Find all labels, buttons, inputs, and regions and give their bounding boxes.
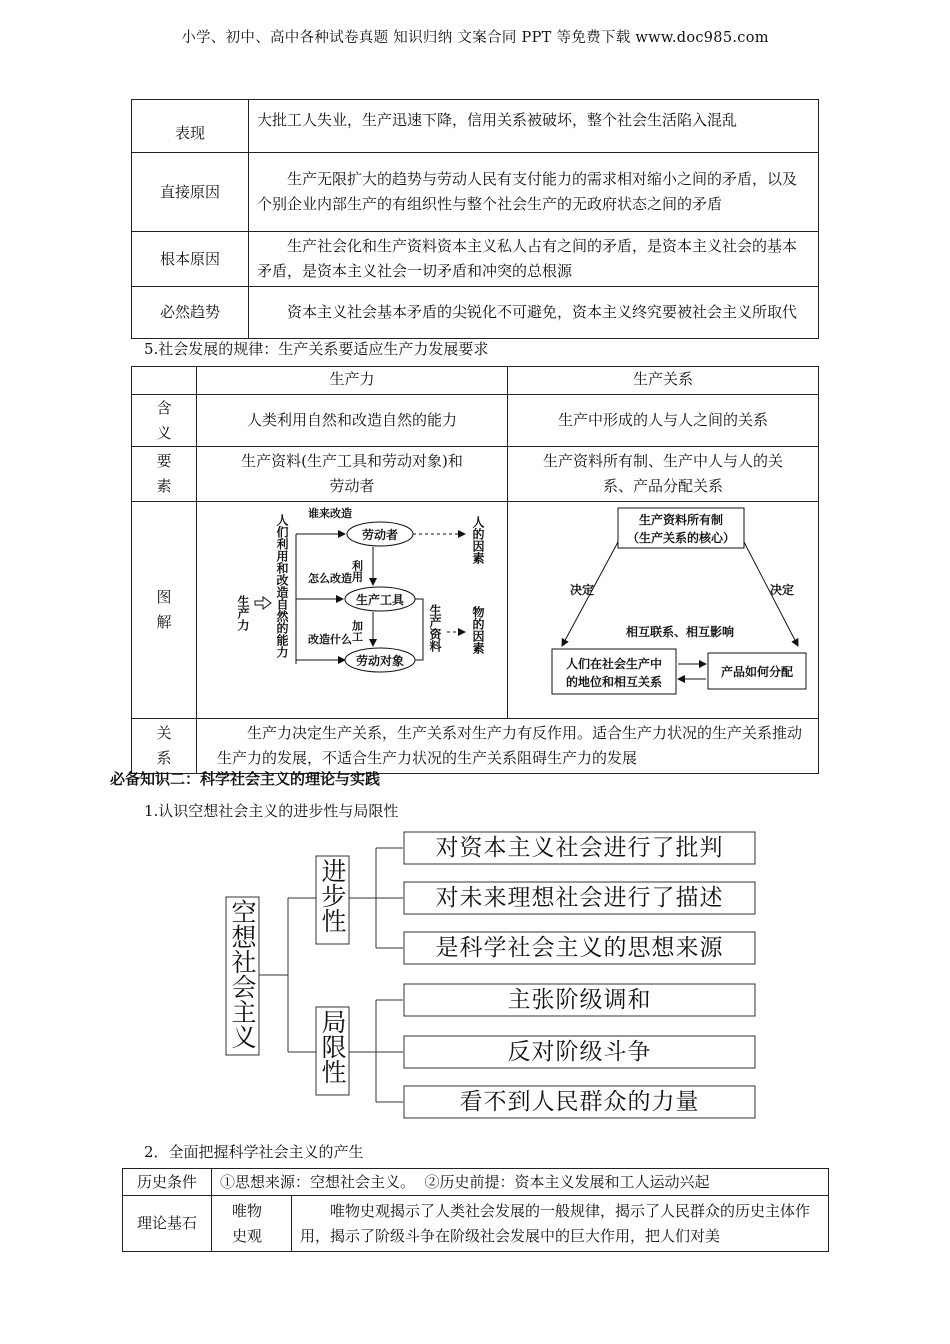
limit-item: 反对阶级斗争 — [507, 1039, 652, 1065]
limit-item: 主张阶级调和 — [507, 987, 652, 1013]
sub-title-1: 1.认识空想社会主义的进步性与局限性 — [144, 802, 399, 820]
relation-text: 生产力决定生产关系，生产关系对生产力有反作用。适合生产力状况的生产关系推动生产力的发展，不适合生产力状况的生产关系阻碍生产力的发展 — [197, 719, 819, 774]
q2-label: 怎么改造 — [308, 572, 352, 585]
row-text: ①思想来源：空想社会主义。 ②历史前提：资本主义发展和工人运动兴起 — [212, 1169, 829, 1196]
col-header: 生产关系 — [508, 367, 819, 395]
row-text: 资本主义社会基本矛盾的尖锐化不可避免，资本主义终究要被社会主义所取代 — [249, 287, 819, 339]
table-row — [123, 1169, 829, 1196]
node2-label: 生产工具 — [355, 593, 405, 607]
bl-line2: 的地位和相互关系 — [565, 675, 663, 689]
row-text: 生产社会化和生产资料资本主义私人占有之间的矛盾，是资本主义社会的基本矛盾，是资本主义社会一切矛盾和冲突的总根源 — [249, 232, 819, 287]
br-label: 产品如何分配 — [720, 665, 794, 679]
root-connector — [259, 898, 316, 1052]
row-text: 唯物史观揭示了人类社会发展的一般规律，揭示了人民群众的历史主体作用，揭示了阶级斗争在阶级社会发展中的巨大作用，把人们对美 — [292, 1196, 829, 1252]
progress-item: 是科学社会主义的思想来源 — [435, 935, 724, 961]
vertical-label: 人们利用和改造自然的能力 — [275, 514, 289, 658]
table-row — [123, 1196, 829, 1252]
row-label-text: 图解 — [156, 588, 172, 631]
node3-label: 劳动对象 — [355, 654, 405, 668]
row-label-text: 必然趋势 — [160, 303, 221, 321]
row-sub-label-text: 唯物史观 — [232, 1201, 263, 1245]
row-label: 历史条件 — [123, 1169, 212, 1196]
root-label: 空想社会主义 — [228, 899, 257, 1049]
human-factor-label: 人的因素 — [471, 516, 485, 564]
limit-connector — [349, 1000, 403, 1102]
col-header: 生产力 — [197, 367, 508, 395]
mutual-label: 相互联系、相互影响 — [625, 625, 735, 639]
progress-connector — [349, 848, 403, 948]
row-label-text: 含义 — [156, 398, 172, 442]
row-sub-label — [212, 1196, 292, 1252]
top-line2: （生产关系的核心） — [626, 531, 736, 545]
section-title: 5.社会发展的规律：生产关系要适应生产力发展要求 — [144, 340, 489, 358]
top-line1: 生产资料所有制 — [638, 513, 724, 527]
cell: 生产资料所有制、生产中人与人的关系、产品分配关系 — [508, 447, 819, 502]
limit-item: 看不到人民群众的力量 — [459, 1089, 700, 1115]
progress-label: 进步性 — [318, 858, 347, 933]
cell: 生产资料(生产工具和劳动对象)和劳动者 — [197, 447, 508, 502]
q1-label: 谁来改造 — [308, 507, 352, 520]
decide-left-label: 决定 — [570, 583, 595, 597]
means-label: 生产资料 — [428, 604, 442, 652]
knowledge-title: 必备知识二：科学社会主义的理论与实践 — [110, 770, 381, 788]
cell: 生产中形成的人与人之间的关系 — [508, 395, 819, 447]
science-table — [122, 1168, 829, 1252]
sub-title-2: 2．全面把握科学社会主义的产生 — [144, 1143, 364, 1161]
row-label: 理论基石 — [123, 1196, 212, 1252]
row-label: 表现 — [132, 100, 249, 153]
q3-label: 改造什么 — [308, 633, 352, 646]
row-text: 生产无限扩大的趋势与劳动人民有支付能力的需求相对缩小之间的矛盾，以及个别企业内部生产的有组织性与整个社会生产的无政府状态之间的矛盾 — [249, 153, 819, 232]
node1-label: 劳动者 — [361, 528, 399, 542]
row-label-text: 直接原因 — [160, 182, 221, 201]
limit-label: 局限性 — [318, 1009, 347, 1084]
bl-line1: 人们在社会生产中 — [565, 657, 663, 671]
source-label: 生产力 — [236, 595, 250, 631]
row-label-text: 关系 — [156, 724, 172, 767]
process-label: 加工 — [350, 620, 364, 642]
use-label: 利用 — [350, 560, 364, 582]
page-header: 小学、初中、高中各种试卷真题 知识归纳 文案合同 PPT 等免费下载 www.doc985.com — [181, 30, 769, 46]
progress-item: 对未来理想社会进行了描述 — [435, 885, 724, 911]
decide-right-label: 决定 — [770, 583, 795, 597]
progress-item: 对资本主义社会进行了批判 — [435, 835, 724, 861]
material-factor-label: 物的因素 — [471, 606, 485, 654]
row-label: 根本原因 — [132, 232, 249, 287]
row-text: 大批工人失业，生产迅速下降，信用关系被破坏，整个社会生活陷入混乱 — [249, 100, 819, 153]
row-label-text: 要素 — [156, 452, 172, 495]
cell: 人类利用自然和改造自然的能力 — [197, 395, 508, 447]
